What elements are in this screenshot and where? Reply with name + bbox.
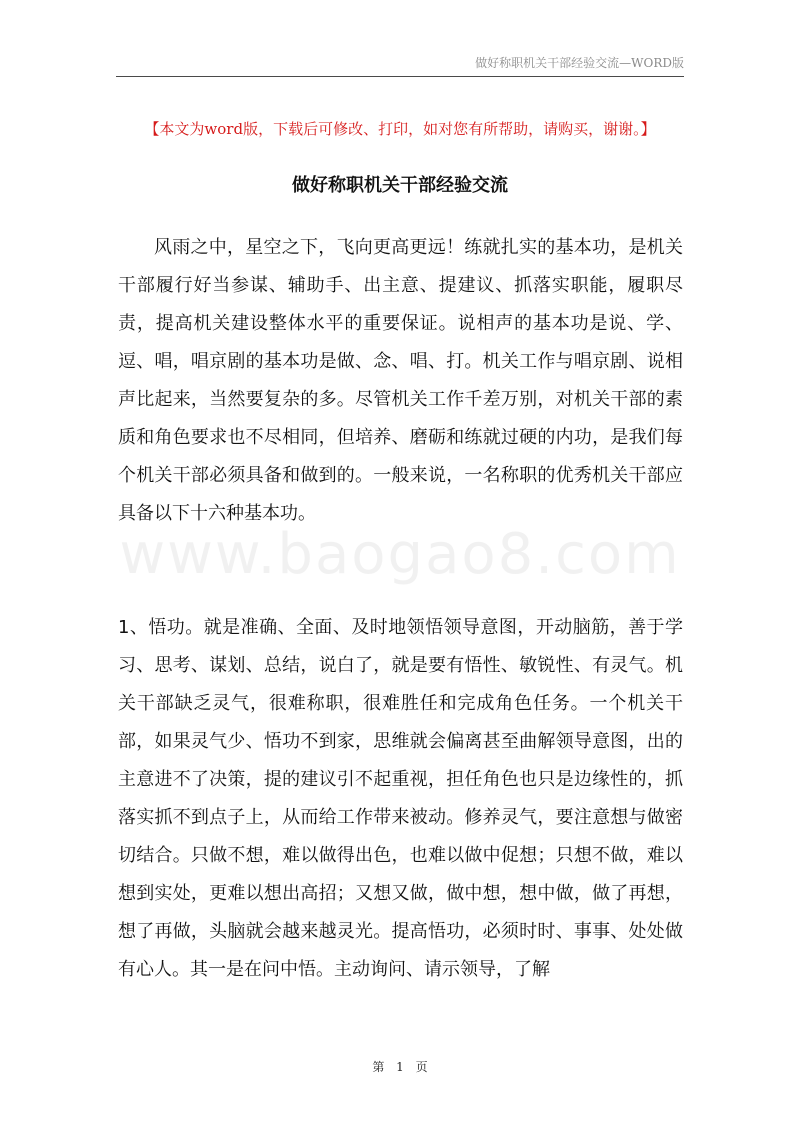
- download-notice: 【本文为word版，下载后可修改、打印，如对您有所帮助，请购买，谢谢。】: [144, 120, 656, 138]
- section-one-paragraph: 1、悟功。就是准确、全面、及时地领悟领导意图，开动脑筋，善于学习、思考、谋划、总结，说白了，就是要有悟性、敏锐性、有灵气。机关干部缺乏灵气，很难称职，很难胜任和完成角色任务。一个机关干部，如果灵气少、悟功不到家，思维就会偏离甚至曲解领导意图，出的主意进不了决策，提的建议引不起重视，担任角色也只是边缘性的，抓落实抓不到点子上，从而给工作带来被动。修养灵气，要注意想与做密切结合。只做不想，难以做得出色，也难以做中促想；只想不做，难以想到实处，更难以想出高招；又想又做，做中想，想中做，做了再想，想了再做，头脑就会越来越灵光。提高悟功，必须时时、事事、处处做有心人。其一是在问中悟。主动询问、请示领导，了解: [118, 617, 683, 980]
- intro-paragraph: 风雨之中，星空之下，飞向更高更远！练就扎实的基本功，是机关干部履行好当参谋、辅助手、出主意、提建议、抓落实职能，履职尽责，提高机关建设整体水平的重要保证。说相声的基本功是说、学、逗、唱，唱京剧的基本功是做、念、唱、打。机关工作与唱京剧、说相声比起来，当然要复杂的多。尽管机关工作千差万别，对机关干部的素质和角色要求也不尽相同，但培养、磨砺和练就过硬的内功，是我们每个机关干部必须具备和做到的。一般来说，一名称职的优秀机关干部应具备以下十六种基本功。: [118, 237, 683, 524]
- page-header: 做好称职机关干部经验交流—WORD版: [116, 55, 684, 77]
- page-footer: [0, 1058, 800, 1076]
- document-title: 做好称职机关干部经验交流: [292, 175, 508, 196]
- page-number: 1: [396, 1060, 404, 1074]
- page-number-prefix: 第: [372, 1060, 385, 1074]
- website-watermark: www.baogao8.com: [119, 522, 681, 587]
- page-number-suffix: 页: [415, 1060, 428, 1074]
